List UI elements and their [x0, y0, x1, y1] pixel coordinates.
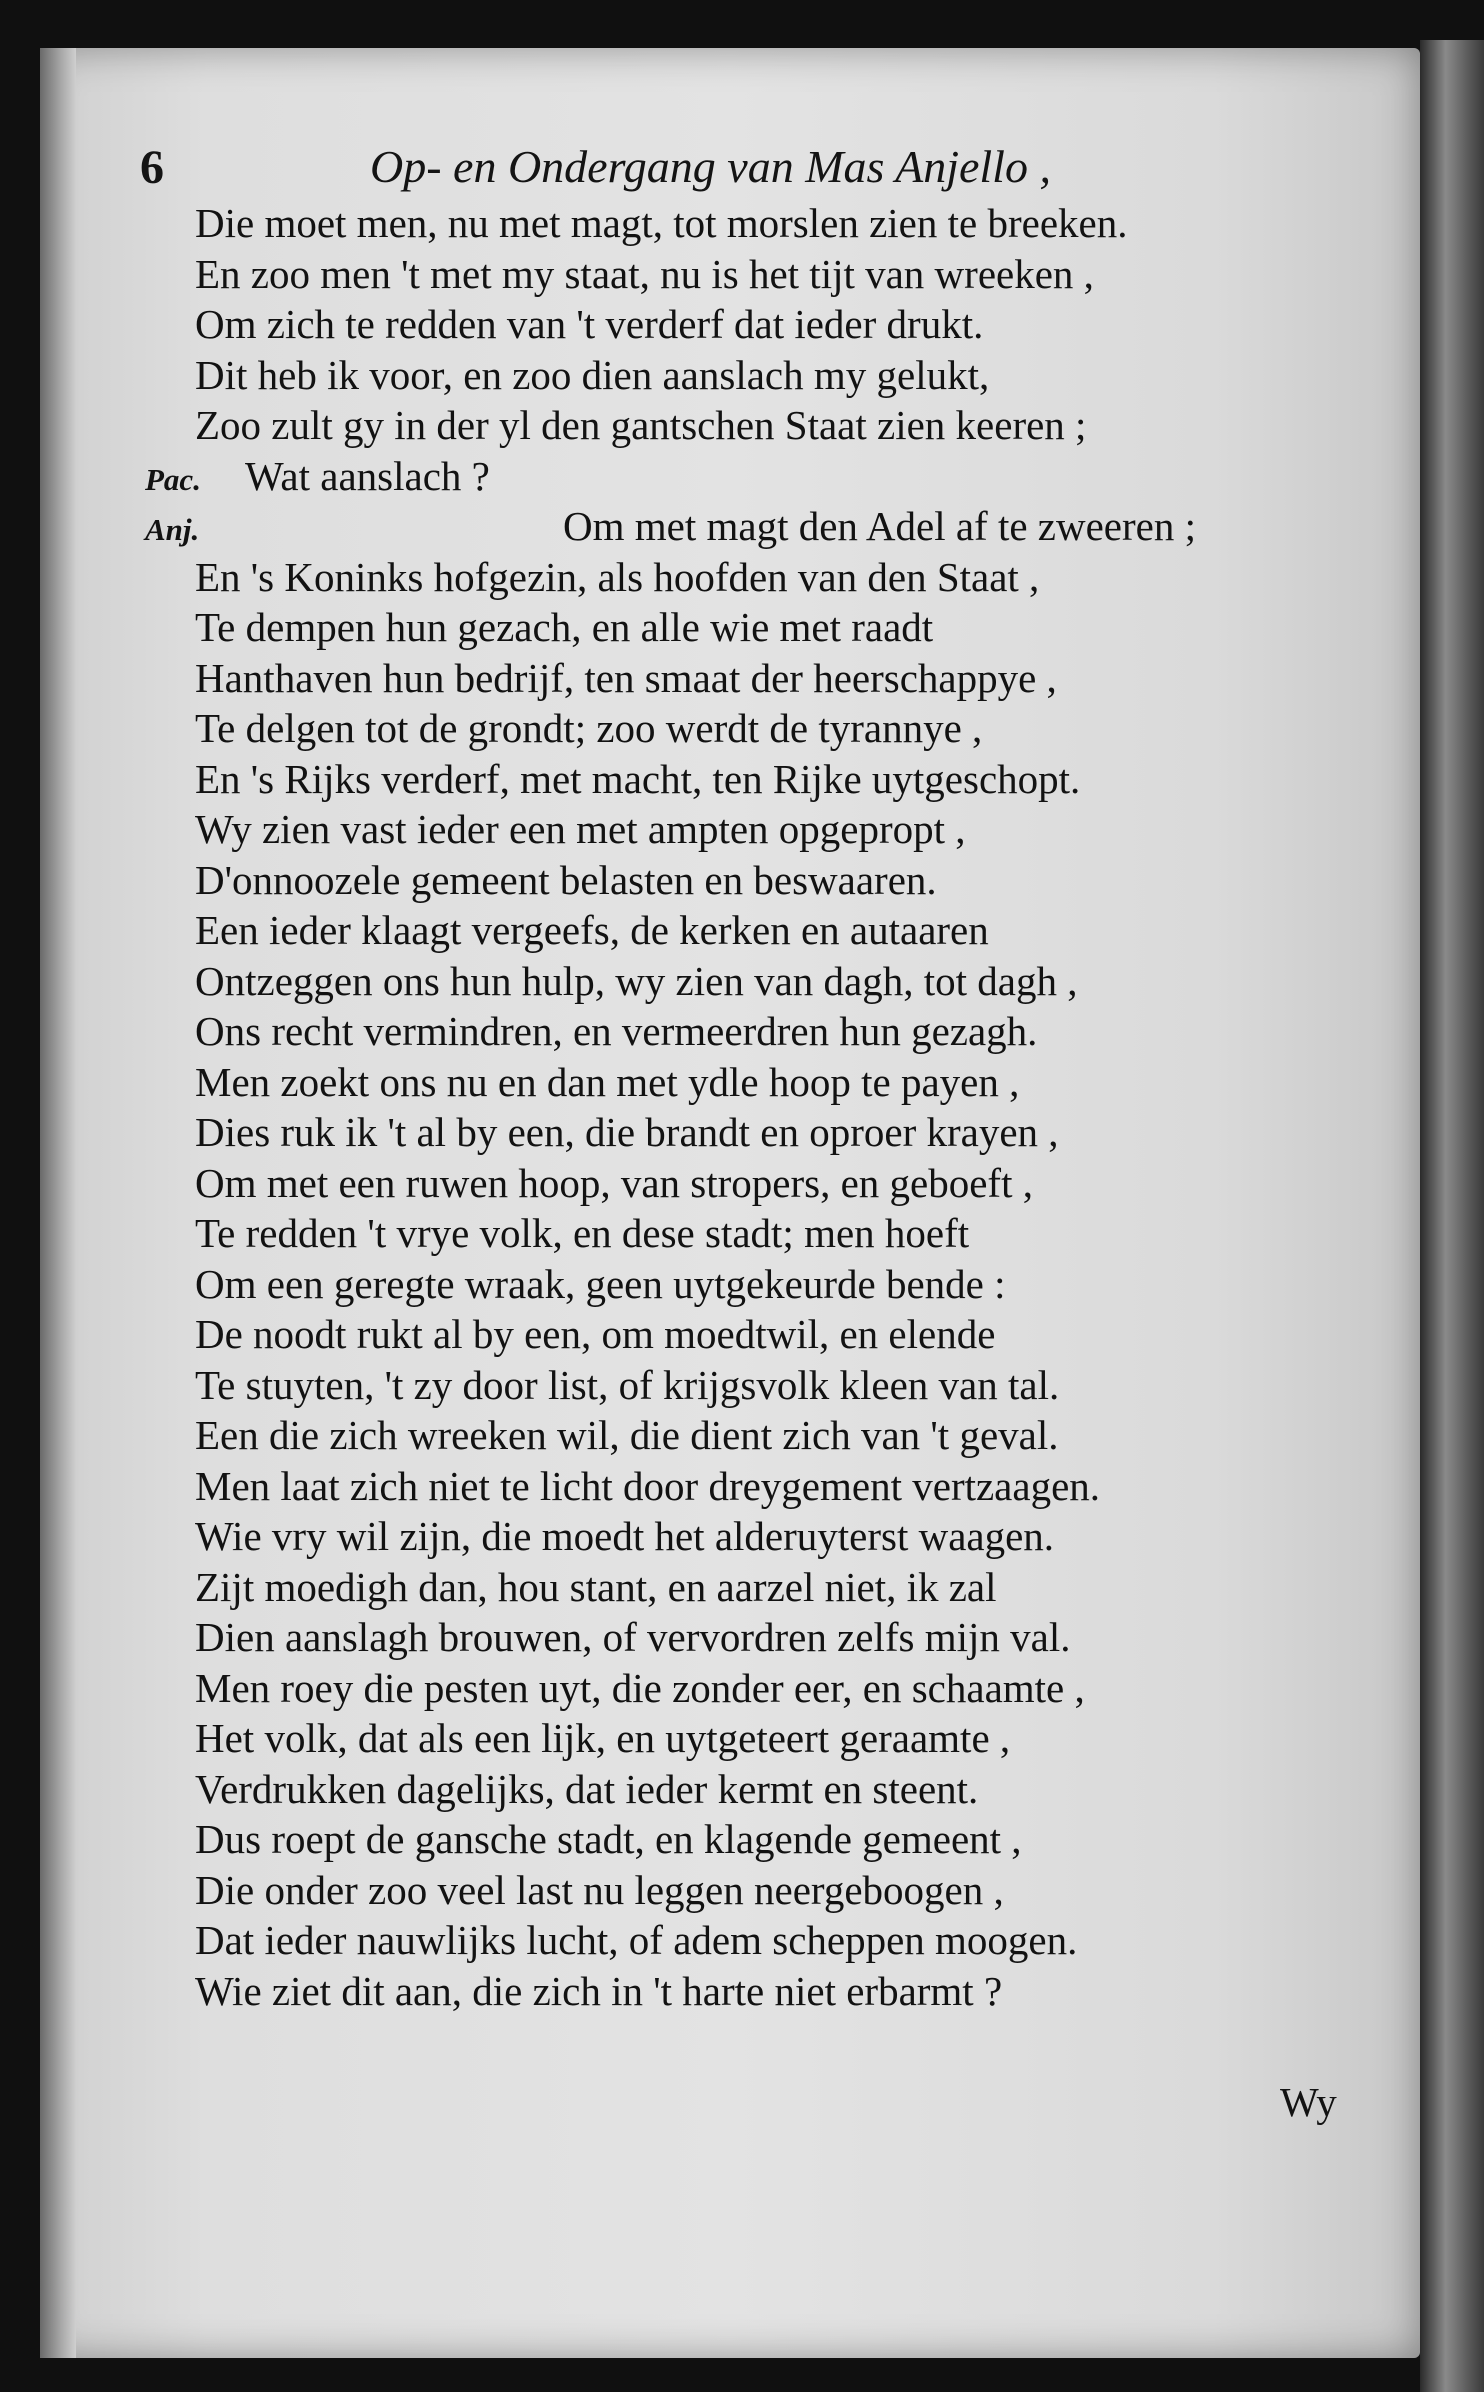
verse-text: Te stuyten, 't zy door list, of krijgsvolk kleen van tal.: [195, 1361, 1060, 1408]
verse-text: Dat ieder nauwlijks lucht, of adem scheppen moogen.: [195, 1917, 1078, 1963]
verse-text: Die moet men, nu met magt, tot morslen zien te breeken.: [195, 200, 1128, 246]
speaker-label: Anj.: [145, 512, 200, 547]
verse-text: Dus roept de gansche stadt, en klagende gemeent ,: [195, 1816, 1022, 1862]
verse-line: [145, 653, 1385, 704]
verse-text: Om een geregte wraak, geen uytgekeurde bende :: [195, 1260, 1006, 1307]
running-title: Op- en Ondergang van Mas Anjello ,: [370, 141, 1051, 192]
verse-text: Te redden 't vrye volk, en dese stadt; men hoeft: [195, 1210, 970, 1256]
verse-text: En 's Koninks hofgezin, als hoofden van den Staat ,: [195, 553, 1040, 600]
verse-text: Zoo zult gy in der yl den gantschen Staat zien keeren ;: [195, 402, 1087, 448]
verse-line: [145, 1461, 1385, 1512]
verse-line: [145, 855, 1385, 906]
verse-text: En 's Rijks verderf, met macht, ten Rijke uytgeschopt.: [195, 755, 1081, 802]
catchword: Wy: [1280, 2079, 1337, 2125]
verse-line: [145, 1410, 1385, 1461]
verse-text: Om met magt den Adel af te zweeren ;: [563, 503, 1196, 549]
verse-text: Dies ruk ik 't al by een, die brandt en oproer krayen ,: [195, 1109, 1059, 1155]
verse-text: Ons recht vermindren, en vermeerdren hun gezagh.: [195, 1008, 1038, 1054]
verse-line: [145, 1915, 1385, 1966]
verse-text: Verdrukken dagelijks, dat ieder kermt en steent.: [195, 1765, 979, 1812]
verse-line: [145, 400, 1385, 451]
verse-line: [145, 804, 1385, 855]
verse-block: [145, 198, 1385, 2016]
verse-line: [145, 602, 1385, 653]
verse-line: [145, 350, 1385, 401]
verse-text: Hanthaven hun bedrijf, ten smaat der heerschappye ,: [195, 654, 1057, 701]
verse-line: [145, 1663, 1385, 1714]
verse-line: [145, 451, 1385, 502]
verse-text: Dien aanslagh brouwen, of vervordren zelfs mijn val.: [195, 1614, 1071, 1660]
verse-line: [145, 1612, 1385, 1663]
verse-line: [145, 1057, 1385, 1108]
verse-line: [145, 1865, 1385, 1916]
page-number: 6: [140, 141, 164, 194]
verse-text: Om met een ruwen hoop, van stropers, en geboeft ,: [195, 1159, 1033, 1206]
verse-line: [145, 1158, 1385, 1209]
verse-line: [145, 249, 1385, 300]
verse-line: [145, 1107, 1385, 1158]
verse-text: D'onnoozele gemeent belasten en beswaaren.: [195, 856, 937, 903]
verse-text: Men zoekt ons nu en dan met ydle hoop te payen ,: [195, 1058, 1020, 1105]
next-page-edge: [1420, 40, 1484, 2392]
verse-line: [145, 1511, 1385, 1562]
verse-text: En zoo men 't met my staat, nu is het tijt van wreeken ,: [195, 250, 1094, 297]
verse-line: [145, 1309, 1385, 1360]
verse-text: De noodt rukt al by een, om moedtwil, en elende: [195, 1311, 996, 1357]
verse-text: Men roey die pesten uyt, die zonder eer, en schaamte ,: [195, 1664, 1085, 1711]
verse-text: Om zich te redden van 't verderf dat ieder drukt.: [195, 301, 984, 347]
verse-text: Ontzeggen ons hun hulp, wy zien van dagh, tot dagh ,: [195, 957, 1078, 1004]
verse-text: Een die zich wreeken wil, die dient zich van 't geval.: [195, 1412, 1059, 1458]
verse-line: [145, 1966, 1385, 2017]
verse-line: [145, 956, 1385, 1007]
verse-line: [145, 299, 1385, 350]
verse-text: Wy zien vast ieder een met ampten opgepropt ,: [195, 806, 966, 852]
verse-text: Men laat zich niet te licht door dreygement vertzaagen.: [195, 1462, 1101, 1509]
verse-line: [145, 501, 1385, 552]
verse-text: Wie vry wil zijn, die moedt het alderuyterst waagen.: [195, 1513, 1055, 1559]
verse-text: Wat aanslach ?: [245, 452, 490, 499]
verse-text: Wie ziet dit aan, die zich in 't harte niet erbarmt ?: [195, 1967, 1003, 2014]
speaker-label: Pac.: [145, 461, 201, 497]
verse-line: [145, 1259, 1385, 1310]
verse-text: Dit heb ik voor, en zoo dien aanslach my gelukt,: [195, 351, 990, 398]
verse-line: [145, 1360, 1385, 1411]
verse-text: Een ieder klaagt vergeefs, de kerken en autaaren: [195, 907, 989, 953]
verse-line: [145, 1208, 1385, 1259]
verse-text: Zijt moedigh dan, hou stant, en aarzel niet, ik zal: [195, 1563, 997, 1610]
verse-line: [145, 1713, 1385, 1764]
verse-line: [145, 1814, 1385, 1865]
verse-line: [145, 1006, 1385, 1057]
verse-text: Te delgen tot de grondt; zoo werdt de tyrannye ,: [195, 705, 983, 751]
verse-line: [145, 1764, 1385, 1815]
verse-line: [145, 754, 1385, 805]
book-gutter: [40, 48, 76, 2358]
verse-line: [145, 198, 1385, 249]
verse-text: Het volk, dat als een lijk, en uytgeteert geraamte ,: [195, 1715, 1011, 1761]
verse-text: Te dempen hun gezach, en alle wie met raadt: [195, 604, 934, 650]
verse-text: Die onder zoo veel last nu leggen neergeboogen ,: [195, 1866, 1004, 1913]
verse-line: [145, 703, 1385, 754]
verse-line: [145, 552, 1385, 603]
verse-line: [145, 1562, 1385, 1613]
verse-line: [145, 905, 1385, 956]
